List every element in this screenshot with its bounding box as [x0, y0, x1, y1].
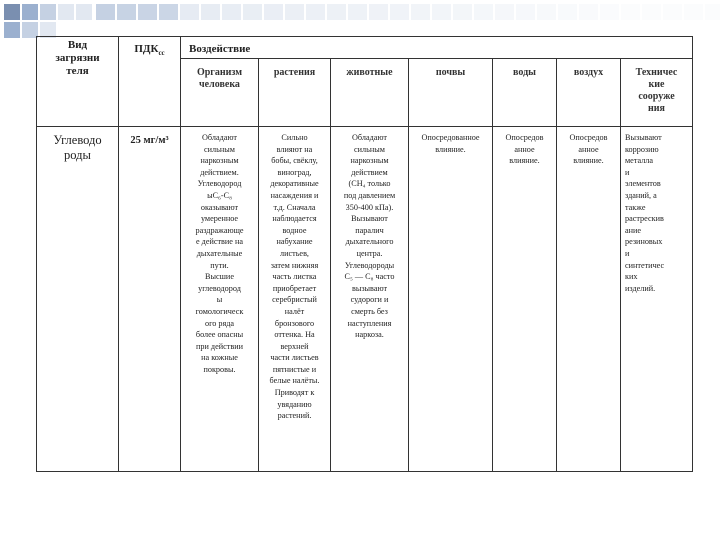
- header-pollutant-type: Вид загрязни теля: [37, 37, 119, 127]
- cell-human: Обладают сильным наркозным действием. Углеводород ыС₆-С₈ оказывают умеренное раздражающе е действие на дыхательные пути. Высшие углеводород ы гомологическ ого ряда более опасны при действии на кожные покровы.: [181, 127, 259, 472]
- decor-square: [58, 4, 74, 20]
- decor-square: [4, 22, 20, 38]
- decor-square: [40, 4, 56, 20]
- table-row: [37, 127, 693, 472]
- header-effect: Воздействие: [181, 37, 693, 59]
- cell-technical: Вызывают коррозию металла и элементов зданий, а также растрескив ание резиновых и синтетичес ких изделий.: [621, 127, 693, 472]
- subheader-plants: растения: [259, 59, 331, 127]
- decor-square: [159, 4, 178, 20]
- decor-square: [516, 4, 535, 20]
- decorative-squares: [0, 0, 720, 40]
- decor-square: [369, 4, 388, 20]
- decor-square: [76, 4, 92, 20]
- decor-square: [537, 4, 556, 20]
- decor-square: [264, 4, 283, 20]
- decor-square: [432, 4, 451, 20]
- decor-square: [306, 4, 325, 20]
- cell-plants: Сильно влияют на бобы, свёклу, виноград, декоративные насаждения и т.д. Сначала наблюдается водное набухание листьев, затем нижняя часть листка приобретает серебристый налёт бронзового оттенка. На верхней части листьев пятнистые и белые налёты. Приводят к увяданию растений.: [259, 127, 331, 472]
- cell-waters: Опосредов анное влияние.: [493, 127, 557, 472]
- decor-square: [579, 4, 598, 20]
- cell-soils: Опосредованное влияние.: [409, 127, 493, 472]
- decor-square: [22, 4, 38, 20]
- decor-square: [600, 4, 619, 20]
- header-mpc: [119, 37, 181, 127]
- decor-square: [4, 4, 20, 20]
- decor-square: [180, 4, 199, 20]
- decor-square: [117, 4, 136, 20]
- decor-square: [411, 4, 430, 20]
- cell-pollutant: Углеводо роды: [37, 127, 119, 472]
- header-mpc-label: ПДК: [134, 43, 159, 55]
- decor-square: [285, 4, 304, 20]
- decor-square: [621, 4, 640, 20]
- decor-square: [138, 4, 157, 20]
- decor-square: [390, 4, 409, 20]
- decor-square: [705, 4, 720, 20]
- subheader-animals: животные: [331, 59, 409, 127]
- decor-square: [642, 4, 661, 20]
- decor-square: [663, 4, 682, 20]
- cell-animals: Обладают сильным наркозным действием (СН₄ только под давлением 350-400 кПа). Вызывают паралич дыхательного центра. Углеводороды С₅ — С₈ часто вызывают судороги и смерть без наступления наркоза.: [331, 127, 409, 472]
- decor-square: [474, 4, 493, 20]
- subheader-human: Организм человека: [181, 59, 259, 127]
- decor-square: [684, 4, 703, 20]
- decor-square: [243, 4, 262, 20]
- subheader-waters: воды: [493, 59, 557, 127]
- header-mpc-sub: сс: [158, 49, 165, 58]
- subheader-soils: почвы: [409, 59, 493, 127]
- cell-mpc-value: 25 мг/м³: [119, 127, 181, 472]
- subheader-technical: Техничес кие сооруже ния: [621, 59, 693, 127]
- decor-square: [453, 4, 472, 20]
- subheader-air: воздух: [557, 59, 621, 127]
- header-row: [37, 37, 693, 59]
- decor-square: [96, 4, 115, 20]
- decor-square: [495, 4, 514, 20]
- decor-square: [348, 4, 367, 20]
- decor-square: [558, 4, 577, 20]
- pollutant-effects-table: [36, 36, 693, 472]
- decor-square: [327, 4, 346, 20]
- decor-square: [201, 4, 220, 20]
- cell-air: Опосредов анное влияние.: [557, 127, 621, 472]
- decor-square: [222, 4, 241, 20]
